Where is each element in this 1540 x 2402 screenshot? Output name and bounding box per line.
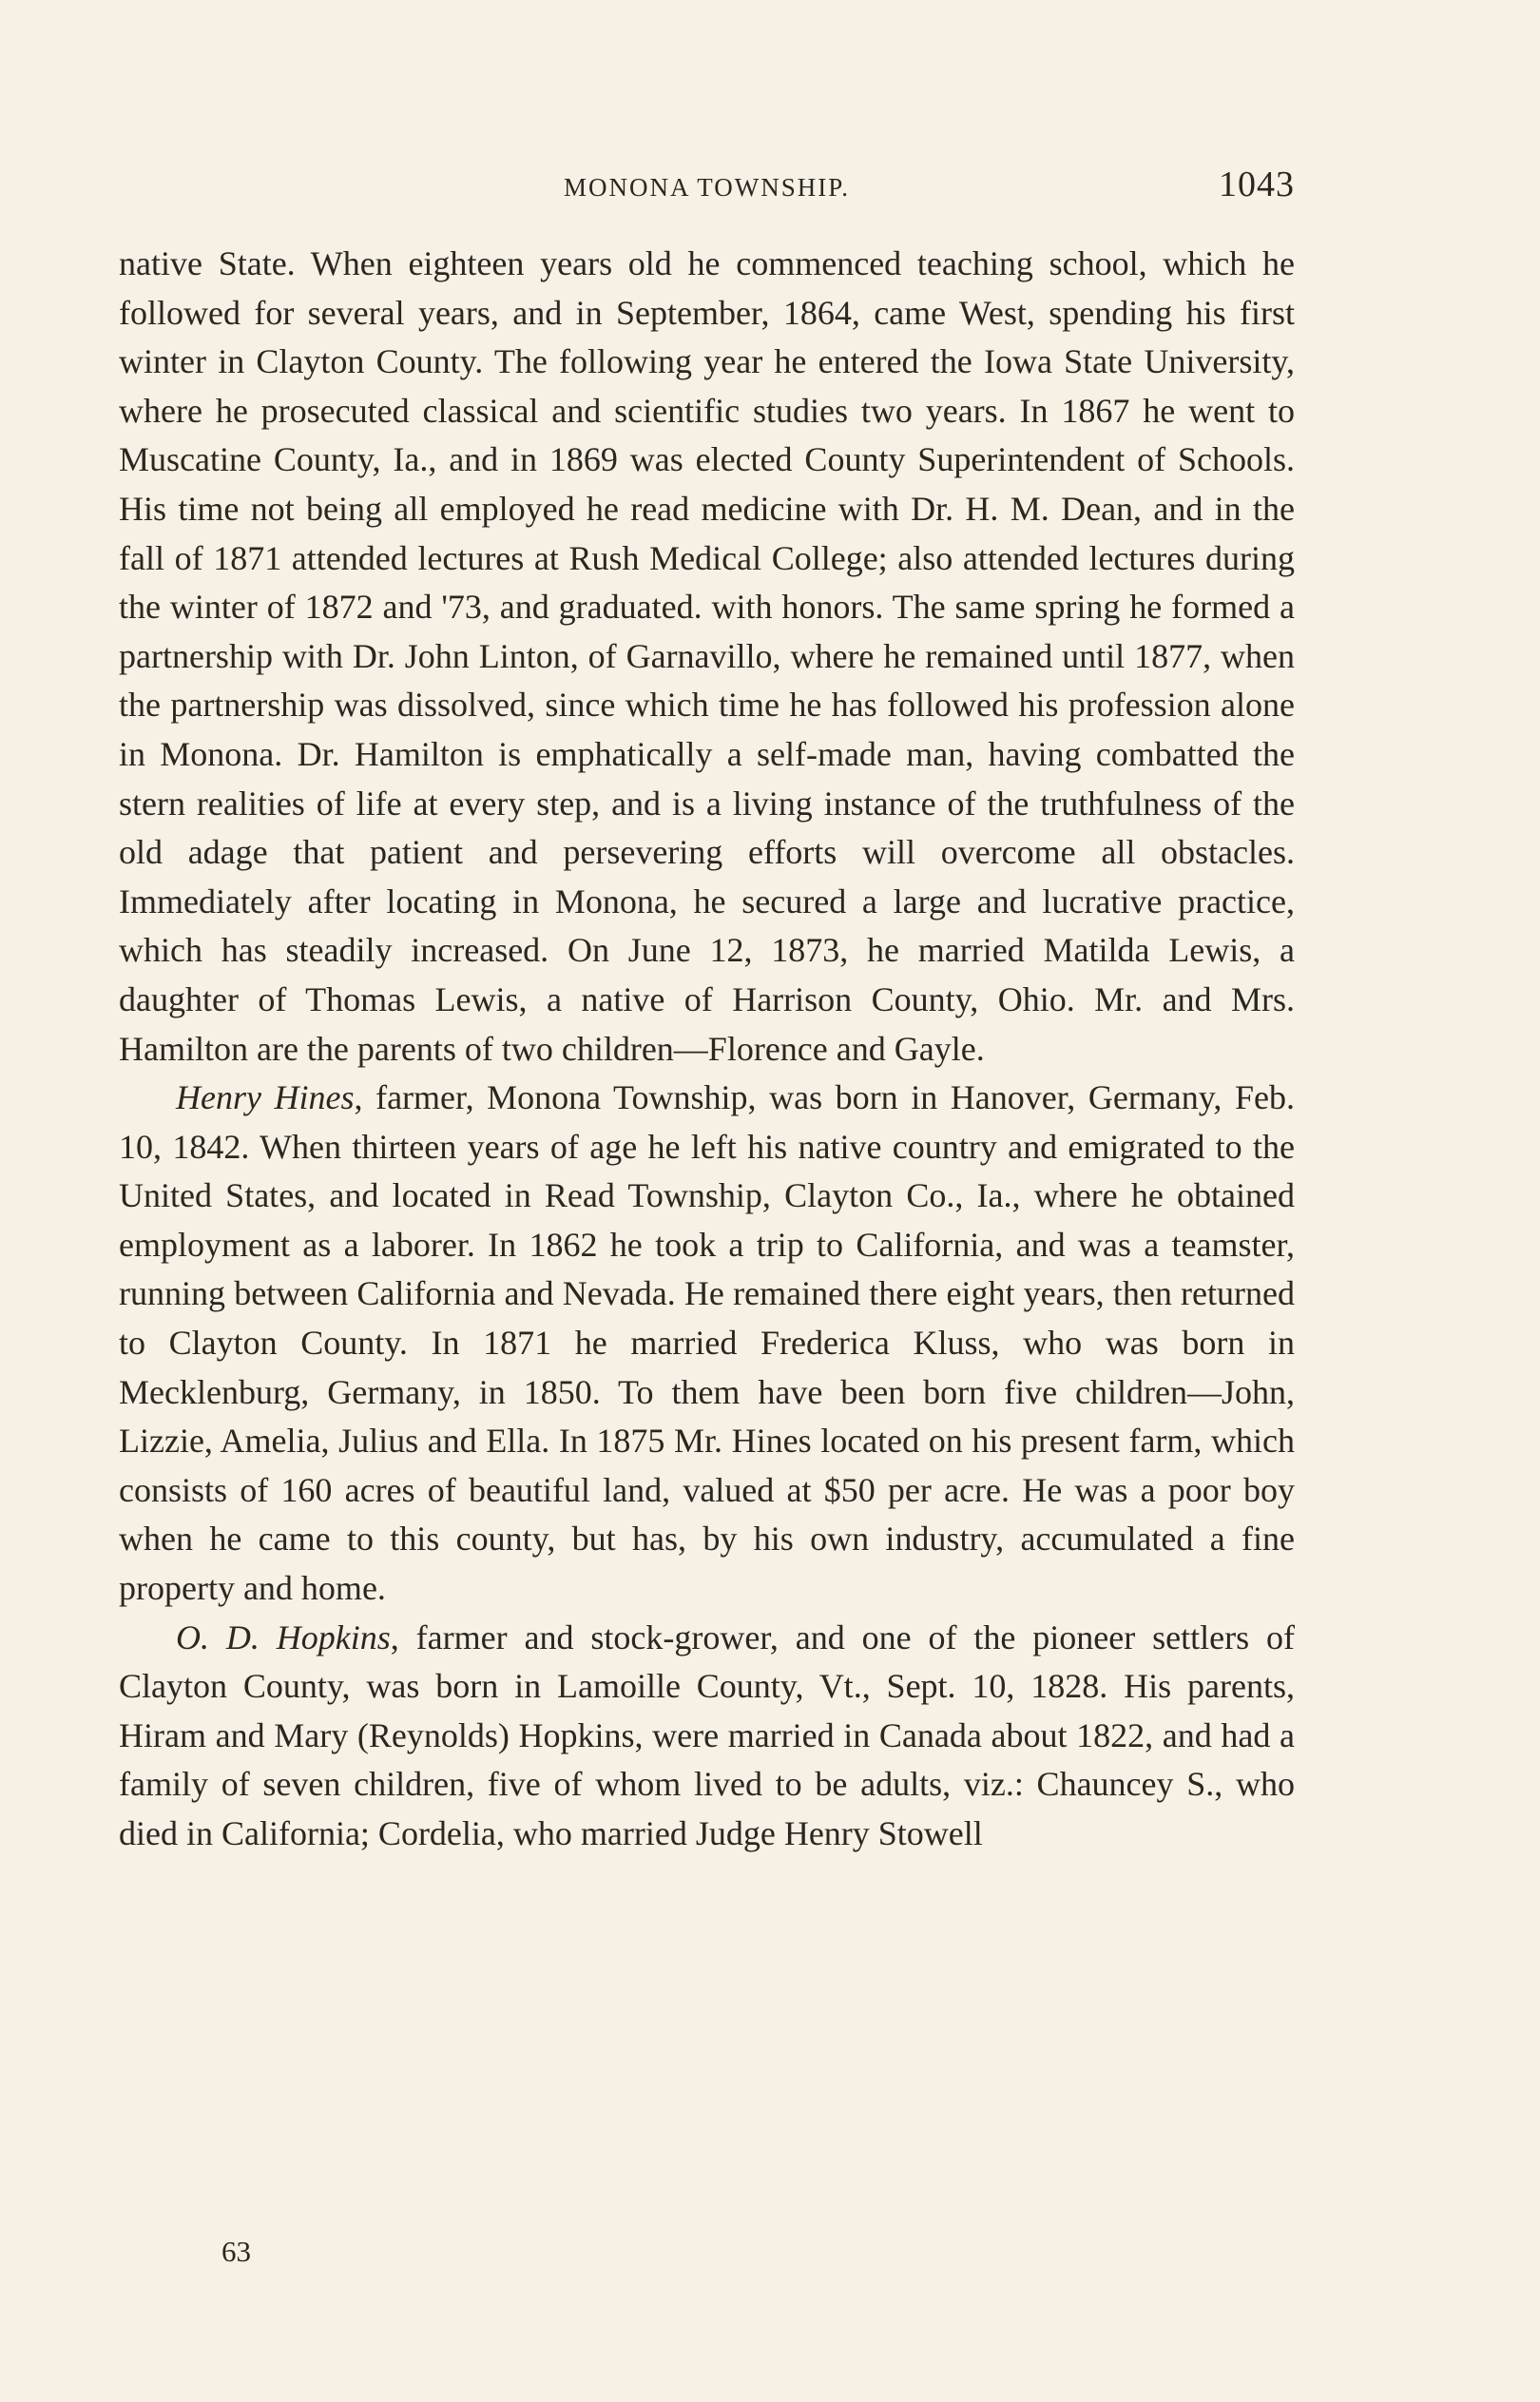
- paragraph-hopkins: [119, 1614, 1295, 1859]
- page-number: 1043: [1219, 165, 1295, 204]
- paragraph-hines: [119, 1074, 1295, 1614]
- body-text: [119, 240, 1295, 1859]
- person-name: O. D. Hopkins: [176, 1617, 391, 1656]
- paragraph-text: , farmer and stock-grower, and one of the pioneer settlers of Clayton County, was born in Lamoille County, Vt., Sept. 10, 1828. His parents, Hiram and Mary (Reynolds) Hopkins, were married in Canada about 1822, and had a family of seven children, five of whom lived to be adults, viz.: Chauncey S., who died in California; Cordelia, who married Judge Henry Stowell: [119, 1617, 1295, 1852]
- paragraph-hamilton: [119, 240, 1295, 1074]
- page-header: [119, 164, 1295, 211]
- signature-mark: 63: [221, 2235, 251, 2268]
- paragraph-text: native State. When eighteen years old he commenced teaching school, which he followed for several years, and in September, 1864, came West, spending his first winter in Clayton County. The following year he entered the Iowa State University, where he prosecuted classical and scientific studies two years. In 1867 he went to Muscatine County, Ia., and in 1869 was elected County Superintendent of Schools. His time not being all employed he read medicine with Dr. H. M. Dean, and in the fall of 1871 attended lectures at Rush Medical College; also attended lectures during the winter of 1872 and '73, and graduated. with honors. The same spring he formed a partnership with Dr. John Linton, of Garnavillo, where he remained until 1877, when the partnership was dissolved, since which time he has followed his profession alone in Monona. Dr. Hamilton is emphatically a self-made man, having combatted the stern realities of life at every step, and is a living instance of the truthfulness of the old adage that patient and persevering efforts will overcome all obstacles. Immediately after locating in Monona, he secured a large and lucrative practice, which has steadily increased. On June 12, 1873, he married Matilda Lewis, a daughter of Thomas Lewis, a native of Harrison County, Ohio. Mr. and Mrs. Hamilton are the parents of two children—Florence and Gayle.: [119, 244, 1295, 1068]
- running-head: MONONA TOWNSHIP.: [563, 173, 851, 202]
- paragraph-text: , farmer, Monona Township, was born in Hanover, Germany, Feb. 10, 1842. When thirteen years of age he left his native country and emigrated to the United States, and located in Read Township, Clayton Co., Ia., where he obtained employment as a laborer. In 1862 he took a trip to California, and was a teamster, running between California and Nevada. He remained there eight years, then returned to Clayton County. In 1871 he married Frederica Kluss, who was born in Mecklenburg, Germany, in 1850. To them have been born five children—John, Lizzie, Amelia, Julius and Ella. In 1875 Mr. Hines located on his present farm, which consists of 160 acres of beautiful land, valued at $50 per acre. He was a poor boy when he came to this county, but has, by his own industry, accumulated a fine property and home.: [119, 1078, 1296, 1608]
- person-name: Henry Hines: [176, 1078, 355, 1117]
